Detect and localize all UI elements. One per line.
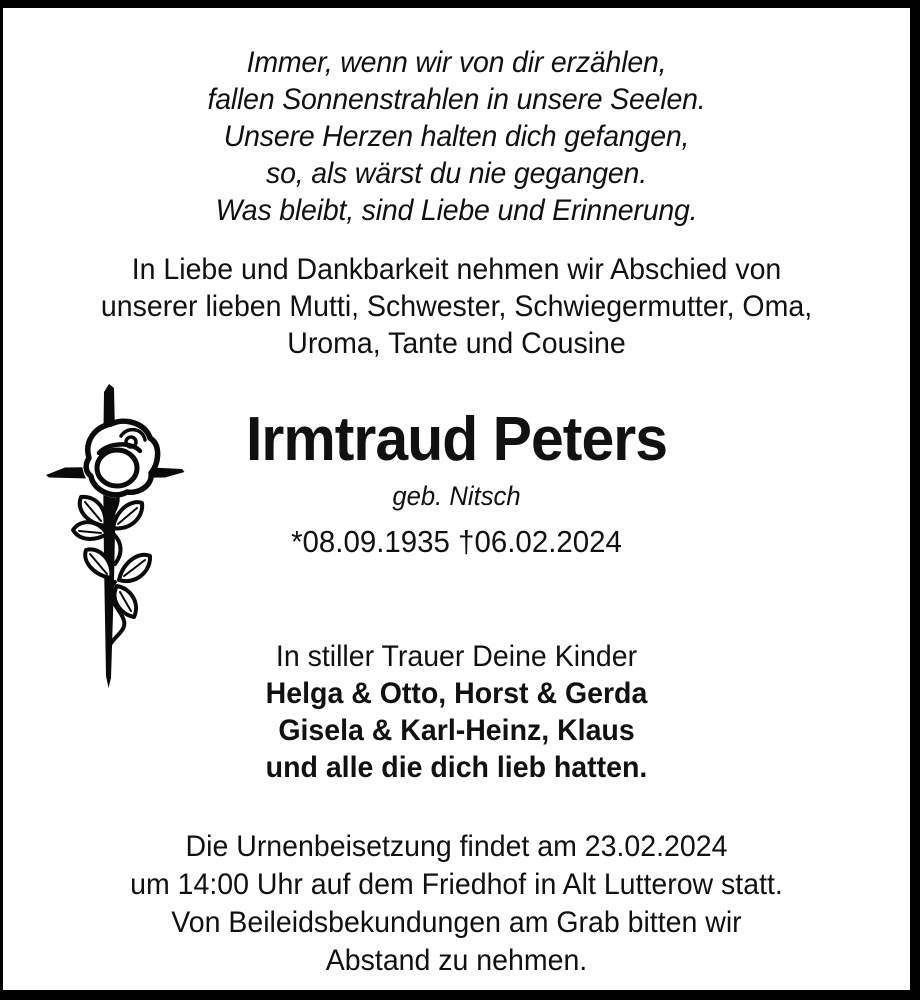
poem-line: Immer, wenn wir von dir erzählen,: [246, 46, 667, 79]
poem-line: so, als wärst du nie gegangen.: [266, 157, 647, 190]
farewell-statement: [26, 251, 888, 362]
poem-line: Unsere Herzen halten dich gefangen,: [223, 120, 690, 153]
poem-line: Was bleibt, sind Liebe und Erinnerung.: [215, 194, 698, 227]
deceased-name: Irmtraud Peters: [245, 405, 668, 474]
life-dates: *08.09.1935 †06.02.2024: [291, 524, 622, 559]
funeral-line: um 14:00 Uhr auf dem Friedhof in Alt Lutterow statt.: [130, 868, 783, 901]
funeral-line: Die Urnenbeisetzung findet am 23.02.2024: [185, 830, 728, 863]
farewell-line: Uroma, Tante und Cousine: [287, 327, 626, 360]
poem-line: fallen Sonnenstrahlen in unsere Seelen.: [207, 83, 706, 116]
memorial-poem: [26, 44, 888, 229]
mourner-line: Gisela & Karl-Heinz, Klaus: [278, 714, 635, 747]
maiden-name: geb. Nitsch: [392, 481, 521, 511]
farewell-line: unserer lieben Mutti, Schwester, Schwiegermutter, Oma,: [100, 290, 813, 323]
funeral-details: [26, 828, 888, 980]
mourners-block: [26, 638, 888, 786]
funeral-line: Von Beileidsbekundungen am Grab bitten wir: [171, 906, 742, 939]
funeral-line: Abstand zu nehmen.: [325, 944, 588, 977]
mourners-intro: In stiller Trauer Deine Kinder: [275, 640, 638, 673]
mourner-line: und alle die dich lieb hatten.: [265, 751, 648, 784]
farewell-line: In Liebe und Dankbarkeit nehmen wir Abschied von: [131, 253, 782, 286]
mourner-line: Helga & Otto, Horst & Gerda: [265, 677, 648, 710]
